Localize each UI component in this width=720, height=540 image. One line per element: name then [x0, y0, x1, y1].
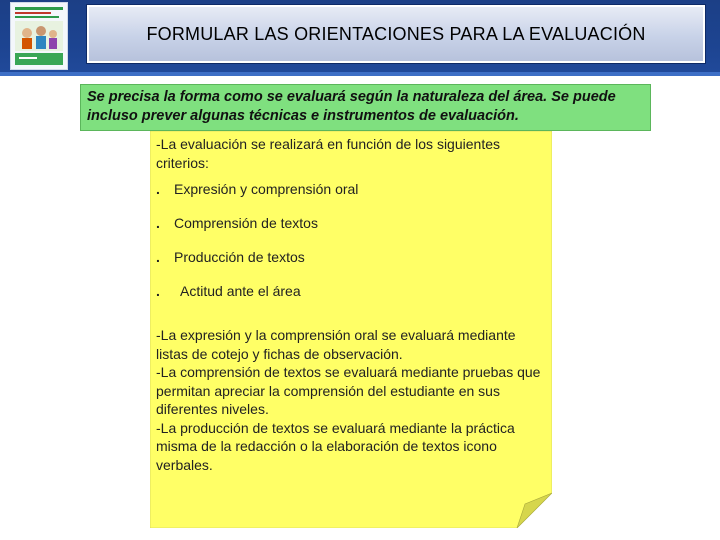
criteria-item [156, 206, 546, 240]
criteria-label: Comprensión de textos [174, 215, 318, 231]
page-title: FORMULAR LAS ORIENTACIONES PARA LA EVALUACIÓN [146, 23, 646, 44]
instruction-callout [80, 84, 651, 131]
criteria-intro: -La evaluación se realizará en función de los siguientes criterios: [156, 136, 500, 171]
criteria-item [156, 172, 546, 206]
header-band-stripe [0, 72, 720, 76]
criteria-label: Actitud ante el área [180, 283, 301, 299]
criteria-label: Expresión y comprensión oral [174, 181, 359, 197]
bullet-marker: . [156, 215, 160, 231]
callout-text: Se precisa la forma como se evaluará según la naturaleza del área. Se puede incluso prever algunas técnicas e instrumentos de evaluación. [87, 89, 616, 124]
title-banner [87, 5, 705, 63]
evaluation-paragraph: -La expresión y la comprensión oral se evaluará mediante listas de cotejo y fichas de observación. [156, 327, 516, 362]
bullet-marker: . [156, 249, 160, 265]
spacer [156, 308, 546, 326]
evaluation-paragraph: -La comprensión de textos se evaluará mediante pruebas que permitan apreciar la comprensión del estudiante en sus diferentes niveles. [156, 364, 541, 417]
criteria-item [156, 240, 546, 274]
criteria-label: Producción de textos [174, 249, 305, 265]
cover-illustration-icon [11, 3, 67, 69]
evaluation-paragraph: -La producción de textos se evaluará mediante la práctica misma de la redacción o la elaboración de textos icono verbales. [156, 419, 515, 473]
sticky-note [150, 131, 552, 528]
bullet-marker: . [156, 283, 160, 299]
bullet-marker: . [156, 181, 160, 197]
criteria-list [156, 172, 546, 308]
criteria-item [156, 274, 546, 308]
document-cover-thumbnail [10, 2, 68, 70]
sticky-note-content [156, 135, 546, 474]
